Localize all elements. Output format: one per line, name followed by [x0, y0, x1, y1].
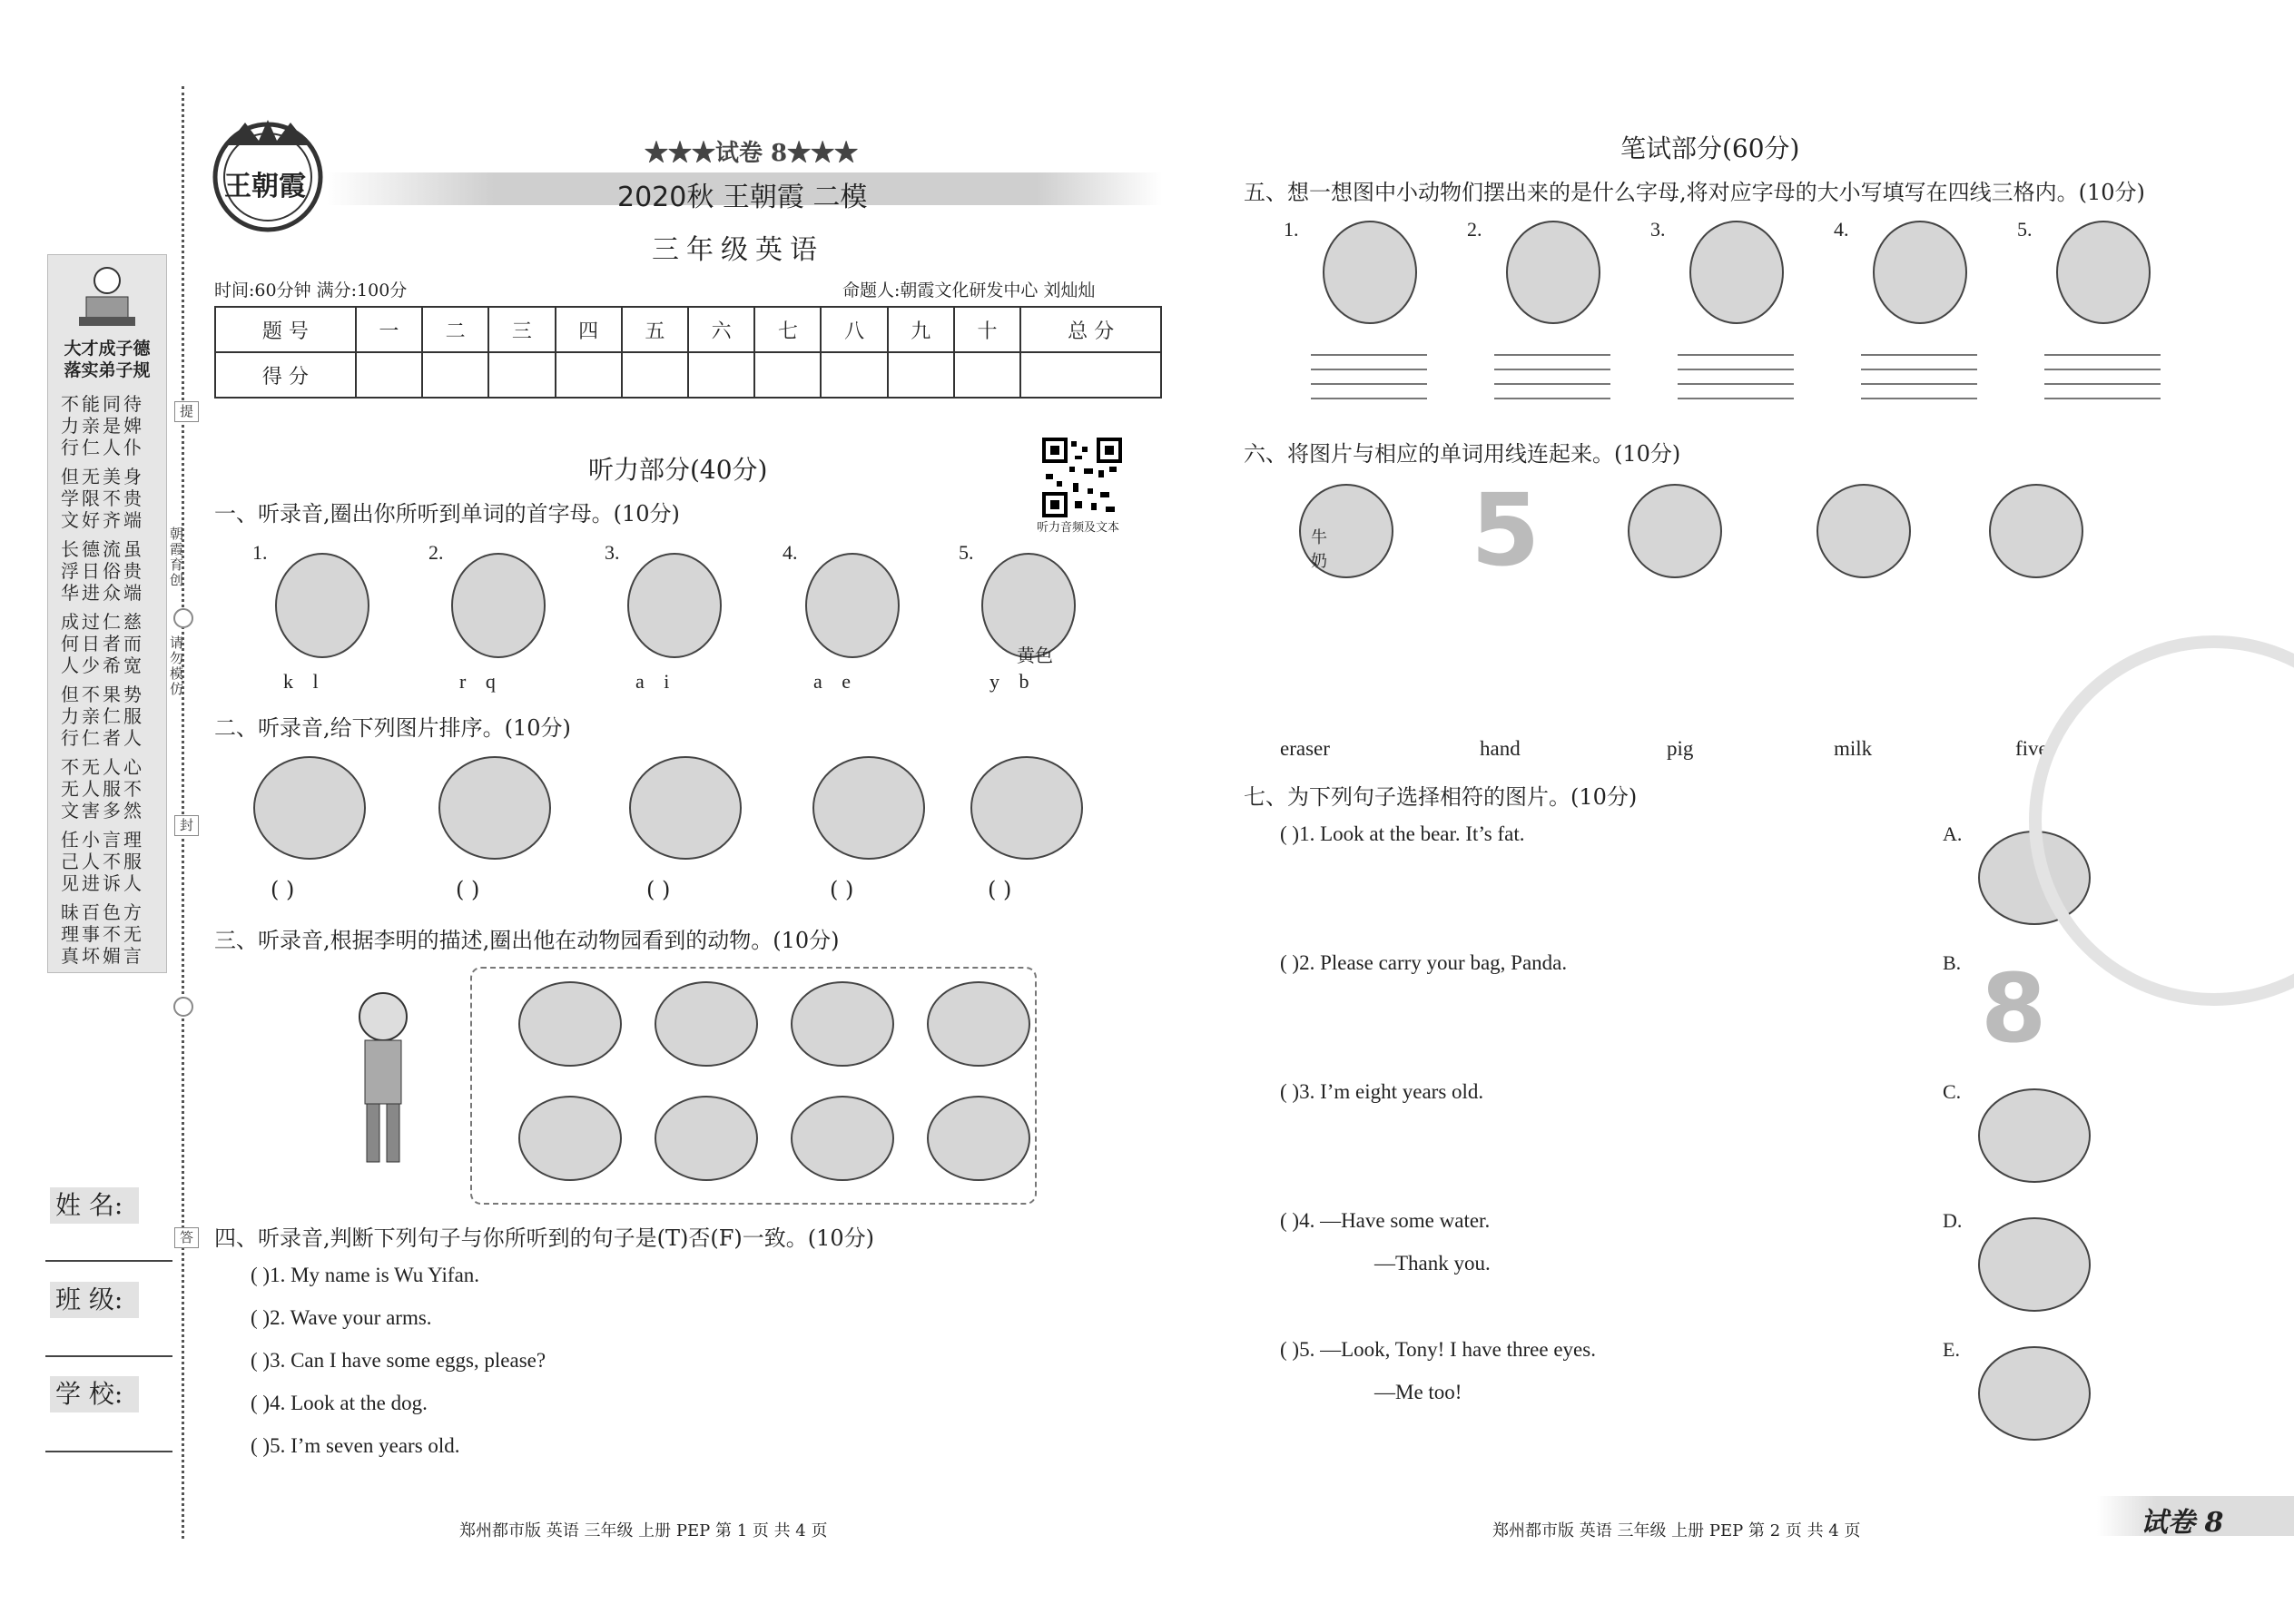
- name-label: 姓 名:: [50, 1187, 139, 1224]
- q1-item-number: 3.: [605, 541, 620, 564]
- q1-item-number: 1.: [252, 541, 268, 564]
- q2-order-blank[interactable]: ( ): [830, 877, 854, 902]
- side-vertical-text-2: 请勿模仿: [168, 635, 184, 697]
- q7-sentence[interactable]: ( )1. Look at the bear. It’s fat.: [1280, 822, 1525, 845]
- q2-order-blank[interactable]: ( ): [646, 877, 671, 902]
- score-cell[interactable]: [1020, 352, 1161, 398]
- q4-sentence[interactable]: ( )5. I’m seven years old.: [251, 1434, 460, 1457]
- bear-icon: [1975, 1086, 2093, 1186]
- q5-item-number: 5.: [2017, 218, 2033, 241]
- q1-item-number: 2.: [428, 541, 444, 564]
- q5-four-line-grid[interactable]: [1678, 354, 1794, 398]
- q5-four-line-grid[interactable]: [1861, 354, 1977, 398]
- eraser-icon: [1625, 481, 1725, 581]
- duck-icon: [788, 979, 897, 1069]
- animal-letter-icon: [1687, 218, 1787, 327]
- motto-line: 华进众端: [61, 582, 144, 604]
- score-cell[interactable]: [821, 352, 887, 398]
- score-table-header-cell: 题 号: [215, 307, 356, 352]
- binding-hole-icon: [173, 608, 193, 628]
- q7-sentence[interactable]: ( )5. —Look, Tony! I have three eyes.: [1280, 1338, 1596, 1361]
- listening-section-title: 听力部分(40分): [588, 455, 768, 485]
- motto-line: 不能同待: [61, 393, 144, 415]
- motto-title-1: 大才成子德: [64, 339, 151, 359]
- score-cell[interactable]: [954, 352, 1020, 398]
- number-eight-icon[interactable]: 8: [1981, 953, 2047, 1064]
- q6-word[interactable]: milk: [1834, 737, 1873, 760]
- q5-four-line-grid[interactable]: [1494, 354, 1610, 398]
- q4-sentence[interactable]: ( )1. My name is Wu Yifan.: [251, 1264, 480, 1286]
- panda-bag-icon: [1975, 1215, 2093, 1314]
- writing-section-title: 笔试部分(60分): [1620, 133, 1800, 163]
- q7-option-letter: C.: [1943, 1080, 1962, 1103]
- score-cell[interactable]: [688, 352, 754, 398]
- motto-line: 但不果势: [61, 684, 144, 705]
- q4-sentence[interactable]: ( )2. Wave your arms.: [251, 1306, 432, 1329]
- exam-title: 2020秋 王朝霞 二模: [617, 182, 868, 213]
- q1-options[interactable]: k l: [283, 670, 326, 693]
- brand-logo-text: 王朝霞: [224, 171, 306, 202]
- q1-item-number: 5.: [959, 541, 974, 564]
- motto-text: [61, 393, 155, 967]
- footer-tag: 试卷 8: [2141, 1507, 2224, 1539]
- q6-word[interactable]: hand: [1480, 737, 1521, 760]
- dog-icon: [924, 1093, 1033, 1184]
- paper-tag: ★★★试卷 8★★★: [645, 140, 859, 167]
- score-cell[interactable]: [888, 352, 954, 398]
- score-table-header-cell: 一: [356, 307, 422, 352]
- animal-letter-icon: [1503, 218, 1603, 327]
- score-table-header-cell: 四: [556, 307, 622, 352]
- motto-line: 理事不无: [61, 923, 144, 945]
- score-table-header-cell: 九: [888, 307, 954, 352]
- motto-line: 真坏媚言: [61, 945, 144, 967]
- animal-letter-icon: [1320, 218, 1420, 327]
- milk-label: 牛奶: [1311, 528, 1327, 571]
- motto-line: 见进诉人: [61, 872, 144, 894]
- motto-line: 行仁者人: [61, 727, 144, 749]
- score-table-header-cell: 八: [821, 307, 887, 352]
- q7-title: 七、为下列句子选择相符的图片。(10分): [1244, 784, 1638, 810]
- q7-sentence-reply: —Me too!: [1374, 1381, 1462, 1403]
- q1-title: 一、听录音,圈出你所听到单词的首字母。(10分): [214, 501, 680, 527]
- cat-icon: [436, 753, 554, 862]
- motto-line: 己人不服: [61, 851, 144, 872]
- score-cell[interactable]: [754, 352, 821, 398]
- score-table-header-cell: 十: [954, 307, 1020, 352]
- q7-option-letter: E.: [1943, 1338, 1960, 1361]
- score-table: [214, 306, 1162, 399]
- motto-line: 不无人心: [61, 756, 144, 778]
- q4-title: 四、听录音,判断下列句子与你所听到的句子是(T)否(F)一致。(10分): [214, 1225, 875, 1251]
- animal-letter-icon: [1870, 218, 1970, 327]
- score-cell[interactable]: [488, 352, 555, 398]
- waving-boy-icon: [968, 753, 1086, 862]
- score-table-header-cell: 五: [622, 307, 688, 352]
- hand-icon: [1814, 481, 1914, 581]
- class-label: 班 级:: [50, 1282, 139, 1318]
- score-table-header-cell: 二: [422, 307, 488, 352]
- q7-sentence[interactable]: ( )2. Please carry your bag, Panda.: [1280, 951, 1568, 974]
- motto-line: 昧百色方: [61, 901, 144, 923]
- motto-line: 浮日俗贵: [61, 560, 144, 582]
- q1-options[interactable]: a i: [635, 670, 677, 693]
- motto-title-2: 落实弟子规: [64, 360, 151, 380]
- school-label: 学 校:: [50, 1376, 139, 1412]
- q7-option-letter: A.: [1943, 822, 1963, 845]
- q7-sentence[interactable]: ( )4. —Have some water.: [1280, 1209, 1491, 1232]
- name-field[interactable]: [45, 1260, 172, 1262]
- q7-sentence[interactable]: ( )3. I’m eight years old.: [1280, 1080, 1484, 1103]
- side-vertical-text: 朝霞育创: [168, 527, 184, 588]
- q1-options[interactable]: r q: [459, 670, 503, 693]
- score-table-header-row: [215, 307, 1161, 352]
- motto-line: 任小言理: [61, 829, 144, 851]
- class-field[interactable]: [45, 1355, 172, 1357]
- motto-line: 长德流虽: [61, 538, 144, 560]
- q4-sentence[interactable]: ( )3. Can I have some eggs, please?: [251, 1349, 546, 1372]
- score-cell[interactable]: [356, 352, 422, 398]
- q6-word[interactable]: eraser: [1280, 737, 1330, 760]
- binding-dotted-line: [182, 86, 184, 1539]
- time-info: 时间:60分钟 满分:100分: [214, 281, 408, 300]
- motto-line: 无人服不: [61, 778, 144, 800]
- score-table-header-cell: 三: [488, 307, 555, 352]
- boy-icon: [448, 550, 548, 661]
- drinking-boy-icon: [810, 753, 928, 862]
- qr-code-icon[interactable]: [1042, 438, 1122, 517]
- side-mark-ti: 提: [174, 401, 199, 422]
- li-ming-icon: [338, 980, 428, 1171]
- bird-icon: [924, 979, 1033, 1069]
- bear-icon: [516, 979, 625, 1069]
- number-five-icon: 5: [1471, 472, 1541, 588]
- score-table-header-cell: 总 分: [1020, 307, 1161, 352]
- motto-line: 人少希宽: [61, 655, 144, 676]
- q2-order-blank[interactable]: ( ): [988, 877, 1012, 902]
- author-info: 命题人:朝霞文化研发中心 刘灿灿: [842, 281, 1096, 300]
- score-cell[interactable]: [556, 352, 622, 398]
- q5-item-number: 3.: [1650, 218, 1666, 241]
- score-row-label: 得 分: [215, 352, 356, 398]
- motto-line: 何日者而: [61, 633, 144, 655]
- motto-line: 文好齐端: [61, 509, 144, 531]
- q5-four-line-grid[interactable]: [1311, 354, 1427, 398]
- pig-icon: [1986, 481, 2086, 581]
- apple-icon: [625, 550, 724, 661]
- motto-line: 力亲是婢: [61, 415, 144, 437]
- teacher-student-icon: [1975, 1343, 2093, 1443]
- q1-options[interactable]: y b: [989, 670, 1037, 693]
- q6-title: 六、将图片与相应的单词用线连起来。(10分): [1244, 441, 1681, 467]
- q4-sentence[interactable]: ( )4. Look at the dog.: [251, 1392, 428, 1414]
- motto-line: 文害多然: [61, 800, 144, 822]
- side-mark-feng: 封: [174, 815, 199, 836]
- score-cell[interactable]: [622, 352, 688, 398]
- q7-option-letter: D.: [1943, 1209, 1963, 1232]
- elephant-icon: [788, 1093, 897, 1184]
- tiger-icon: [652, 1093, 761, 1184]
- qr-caption: 听力音频及文本: [1037, 521, 1120, 535]
- monkey-icon: [652, 979, 761, 1069]
- q3-title: 三、听录音,根据李明的描述,圈出他在动物园看到的动物。(10分): [214, 928, 840, 953]
- q2-order-blank[interactable]: ( ): [456, 877, 480, 902]
- school-field[interactable]: [45, 1451, 172, 1452]
- motto-line: 学限不贵: [61, 487, 144, 509]
- motto-panel: [47, 254, 167, 973]
- leg-icon: [626, 753, 744, 862]
- subject-title: 三年级英语: [652, 234, 824, 266]
- pencil-box-icon: [251, 753, 369, 862]
- q5-item-number: 2.: [1467, 218, 1482, 241]
- animal-letter-icon: [2053, 218, 2153, 327]
- score-cell[interactable]: [422, 352, 488, 398]
- q2-order-blank[interactable]: ( ): [271, 877, 295, 902]
- q1-item-number: 4.: [783, 541, 798, 564]
- eye-icon: [802, 550, 902, 661]
- motto-line: 力亲仁服: [61, 705, 144, 727]
- q2-title: 二、听录音,给下列图片排序。(10分): [214, 715, 571, 741]
- score-table-header-cell: 六: [688, 307, 754, 352]
- panda-icon: [516, 1093, 625, 1184]
- q1-item-caption: 黄色: [1017, 645, 1053, 666]
- secret-seal-icon: [2029, 635, 2294, 1006]
- score-table-score-row: [215, 352, 1161, 398]
- q5-item-number: 1.: [1284, 218, 1299, 241]
- q5-four-line-grid[interactable]: [2044, 354, 2161, 398]
- motto-line: 成过仁慈: [61, 611, 144, 633]
- q5-item-number: 4.: [1834, 218, 1849, 241]
- scholar-icon: [75, 261, 139, 333]
- q6-word[interactable]: five: [2015, 737, 2048, 760]
- score-table-header-cell: 七: [754, 307, 821, 352]
- binding-hole-icon: [173, 997, 193, 1017]
- motto-line: 但无美身: [61, 466, 144, 487]
- q1-options[interactable]: a e: [813, 670, 859, 693]
- motto-line: 行仁人仆: [61, 437, 144, 458]
- footer-left: 郑州都市版 英语 三年级 上册 PEP 第 1 页 共 4 页: [459, 1521, 828, 1540]
- kite-icon: [272, 550, 372, 661]
- side-mark-da: 答: [174, 1227, 199, 1248]
- footer-right: 郑州都市版 英语 三年级 上册 PEP 第 2 页 共 4 页: [1492, 1521, 1861, 1540]
- q6-word[interactable]: pig: [1667, 737, 1694, 760]
- q7-option-letter: B.: [1943, 951, 1962, 974]
- q5-title: 五、想一想图中小动物们摆出来的是什么字母,将对应字母的大小写填写在四线三格内。(10分): [1244, 180, 2145, 205]
- q7-sentence-reply: —Thank you.: [1374, 1252, 1491, 1275]
